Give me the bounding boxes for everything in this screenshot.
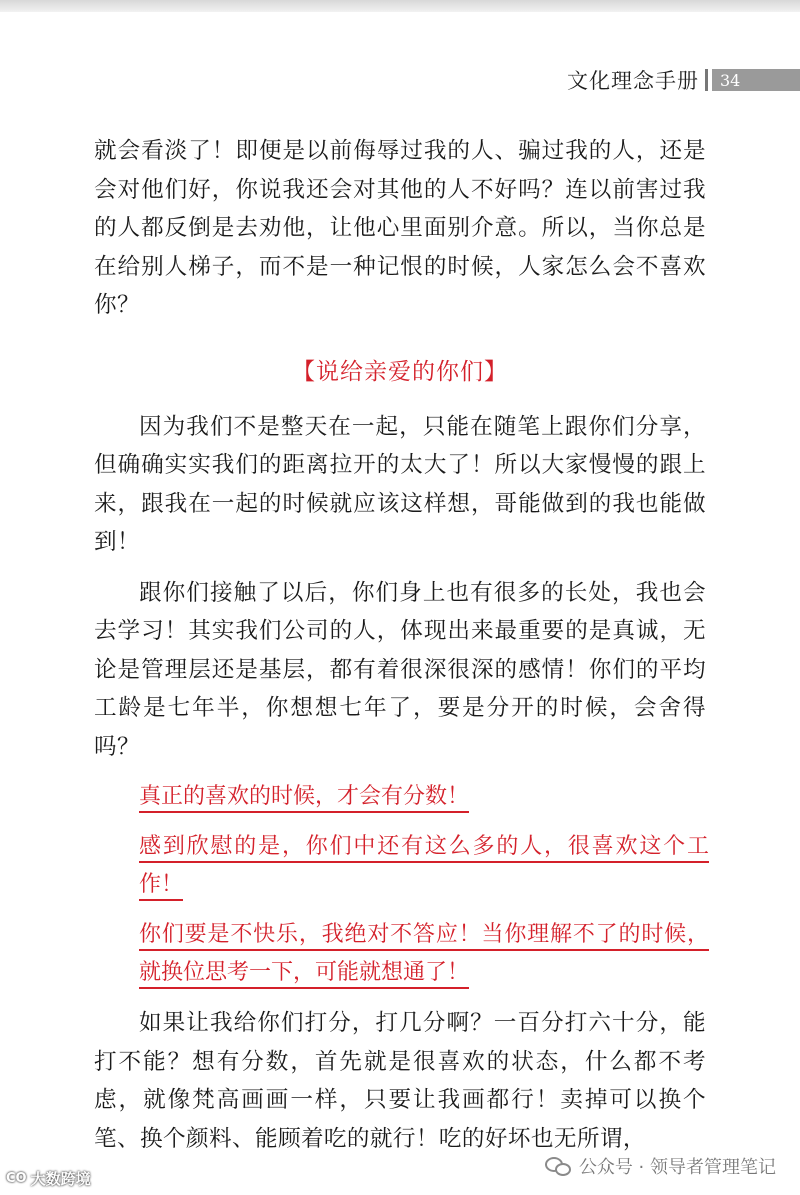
paragraph-continued: 就会看淡了！即便是以前侮辱过我的人、骗过我的人，还是会对他们好，你说我还会对其他的人不好吗？连以前害过我的人都反倒是去劝他，让他心里面别介意。所以，当你总是在给别人梯子，而不是一种记恨的时候，人家怎么会不喜欢你？ (94, 138, 706, 318)
watermark-text: 大数跨境 (30, 1170, 91, 1188)
highlight-quote (139, 828, 709, 904)
highlight-text: 真正的喜欢的时候，才会有分数！ (139, 784, 469, 813)
highlight-quote (139, 916, 709, 992)
paragraph: 跟你们接触了以后，你们身上也有很多的长处，我也会去学习！其实我们公司的人，体现出来最重要的是真诚，无论是管理层还是基层，都有着很深很深的感情！你们的平均工龄是七年半，你想想七年了，要是分开的时候，会舍得吗？ (94, 579, 706, 760)
wechat-account-footer (545, 1153, 776, 1179)
watermark-icon: CO (6, 1171, 27, 1186)
running-header (567, 66, 800, 94)
top-edge-bar (0, 0, 800, 12)
paragraph: 如果让我给你们打分，打几分啊？一百分打六十分，能打不能？想有分数，首先就是很喜欢的状态，什么都不考虑，就像梵高画画一样，只要让我画都行！卖掉可以换个笔、换个颜料、能顾着吃的就行！吃的好坏也无所谓， (94, 1010, 706, 1152)
header-separator (705, 69, 708, 91)
watermark (6, 1168, 91, 1189)
section-heading: 【说给亲爱的你们】 (292, 358, 508, 385)
page-body (94, 132, 709, 1158)
highlight-text: 感到欣慰的是，你们中还有这么多的人，很喜欢这个工作！ (139, 834, 709, 901)
highlight-text: 你们要是不快乐，我绝对不答应！当你理解不了的时候，就换位思考一下，可能就想通了！ (139, 922, 709, 989)
page-number-box (712, 69, 800, 91)
wechat-account-label: 公众号 · 领导者管理笔记 (578, 1157, 776, 1178)
wechat-icon (545, 1157, 571, 1175)
paragraph: 因为我们不是整天在一起，只能在随笔上跟你们分享，但确确实实我们的距离拉开的太大了！所以大家慢慢的跟上来，跟我在一起的时候就应该这样想，哥能做到的我也能做到！ (94, 413, 706, 555)
book-title: 文化理念手册 (567, 69, 699, 93)
page-number: 34 (720, 70, 741, 90)
highlight-quote (139, 778, 709, 816)
